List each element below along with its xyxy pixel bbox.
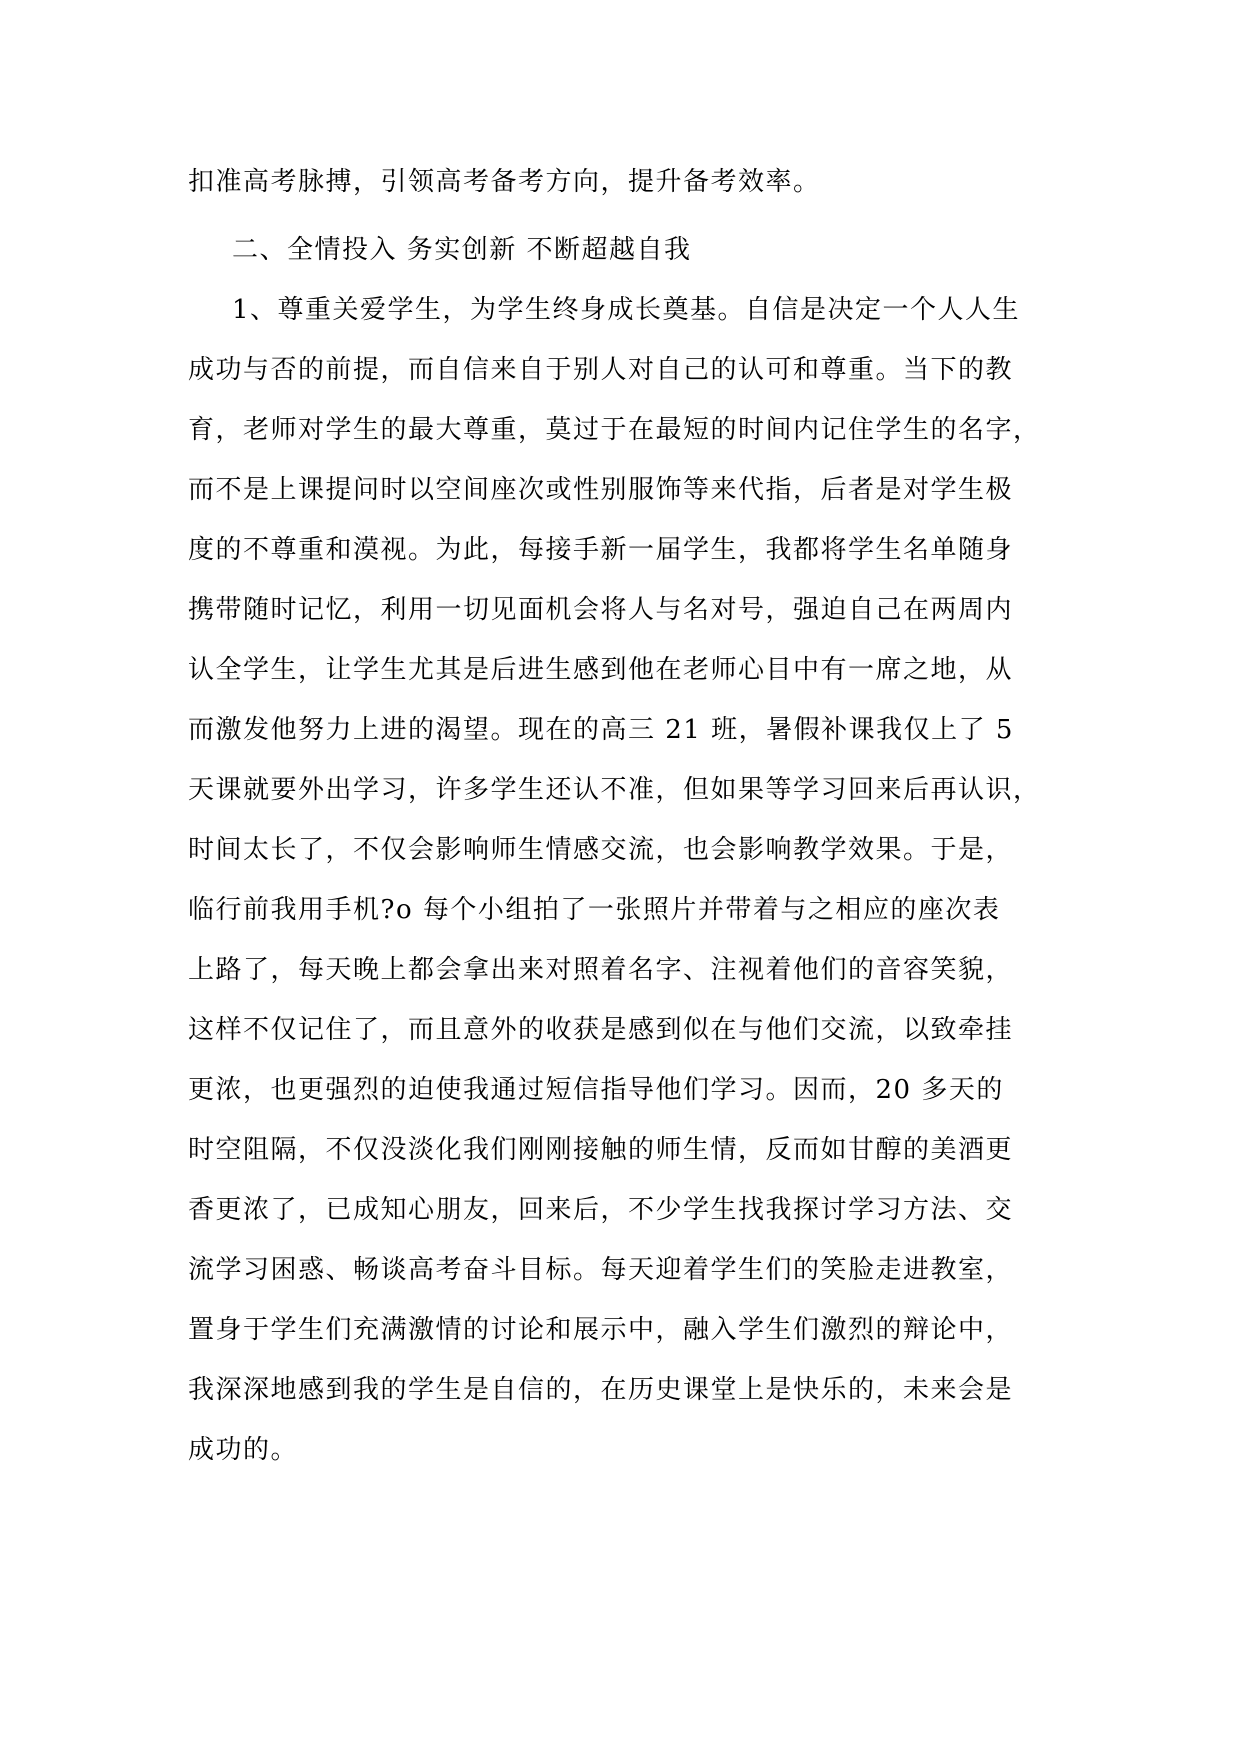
- text-line: 更浓，也更强烈的迫使我通过短信指导他们学习。因而，20 多天的: [188, 1075, 1004, 1105]
- text-line: 流学习困惑、畅谈高考奋斗目标。每天迎着学生们的笑脸走进教室，: [188, 1255, 1014, 1285]
- text-line: 这样不仅记住了，而且意外的收获是感到似在与他们交流，以致牵挂: [188, 1015, 1014, 1045]
- section-heading: 二、全情投入 务实创新 不断超越自我: [232, 235, 692, 265]
- text-line: 我深深地感到我的学生是自信的，在历史课堂上是快乐的，未来会是: [188, 1375, 1014, 1405]
- text-line: 度的不尊重和漠视。为此，每接手新一届学生，我都将学生名单随身: [188, 535, 1014, 565]
- text-line: 时空阻隔，不仅没淡化我们刚刚接触的师生情，反而如甘醇的美酒更: [188, 1135, 1014, 1165]
- text-line: 天课就要外出学习，许多学生还认不准，但如果等学习回来后再认识，: [188, 775, 1041, 805]
- text-line: 育，老师对学生的最大尊重，莫过于在最短的时间内记住学生的名字，: [188, 415, 1041, 445]
- text-line: 临行前我用手机?o 每个小组拍了一张照片并带着与之相应的座次表: [188, 895, 1001, 925]
- paragraph-first-line: 1、尊重关爱学生，为学生终身成长奠基。自信是决定一个人人生: [232, 295, 1021, 325]
- paragraph-last-line: 成功的。: [188, 1435, 299, 1465]
- text-line: 扣准高考脉搏，引领高考备考方向，提升备考效率。: [188, 167, 821, 197]
- text-line: 香更浓了，已成知心朋友，回来后，不少学生找我探讨学习方法、交: [188, 1195, 1014, 1225]
- text-line: 而激发他努力上进的渴望。现在的高三 21 班，暑假补课我仅上了 5: [188, 715, 1014, 745]
- text-line: 时间太长了，不仅会影响师生情感交流，也会影响教学效果。于是，: [188, 835, 1014, 865]
- text-line: 携带随时记忆，利用一切见面机会将人与名对号，强迫自己在两周内: [188, 595, 1014, 625]
- text-line: 成功与否的前提，而自信来自于别人对自己的认可和尊重。当下的教: [188, 355, 1014, 385]
- text-line: 认全学生，让学生尤其是后进生感到他在老师心目中有一席之地，从: [188, 655, 1014, 685]
- text-line: 上路了，每天晚上都会拿出来对照着名字、注视着他们的音容笑貌，: [188, 955, 1014, 985]
- text-line: 置身于学生们充满激情的讨论和展示中，融入学生们激烈的辩论中，: [188, 1315, 1014, 1345]
- text-line: 而不是上课提问时以空间座次或性别服饰等来代指，后者是对学生极: [188, 475, 1014, 505]
